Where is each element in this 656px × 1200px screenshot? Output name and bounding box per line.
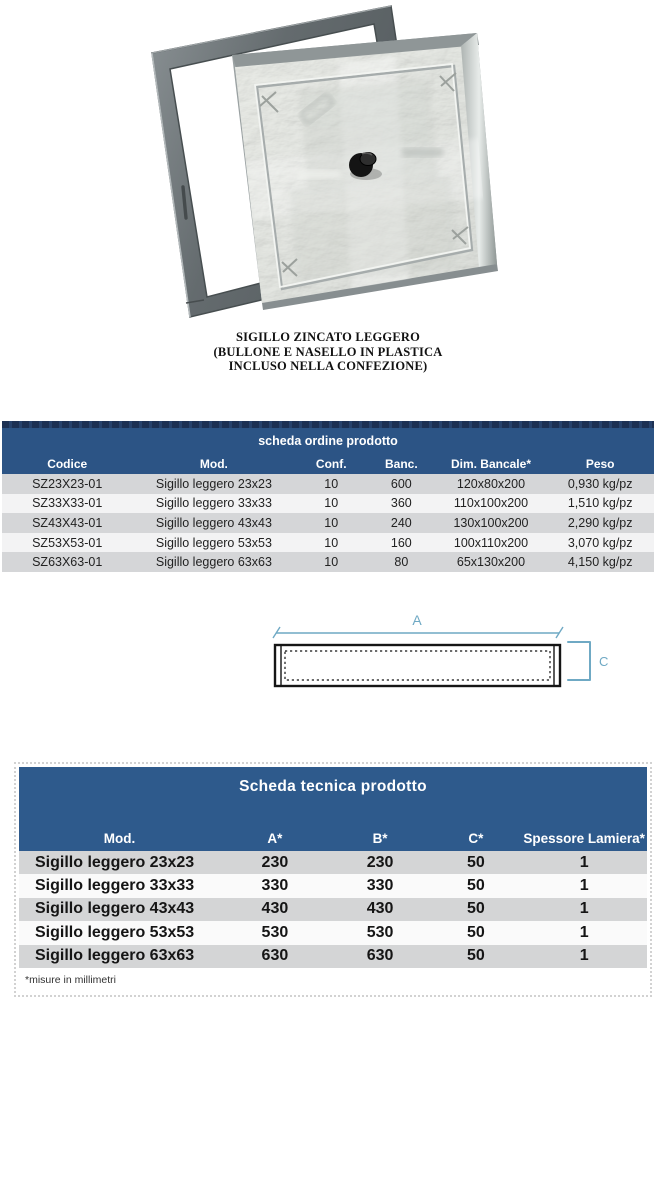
table-cell: 230: [261, 853, 289, 871]
galvanized-cover: [232, 33, 498, 310]
table-cell: 600: [390, 476, 412, 491]
table-cell: 430: [261, 900, 289, 918]
table-row: [2, 513, 654, 533]
table-cell: SZ33X33-01: [32, 496, 103, 511]
tech-table-title: Scheda tecnica prodotto: [239, 778, 427, 795]
table-row: [19, 898, 647, 921]
tech-table-header-row: [19, 807, 647, 851]
table-cell: 50: [466, 853, 485, 871]
table-cell: 0,930 kg/pz: [567, 476, 633, 491]
dimension-label-a: A: [412, 612, 422, 628]
table-cell: 1: [579, 853, 589, 871]
table-cell: Sigillo leggero 43x43: [155, 515, 272, 530]
table-cell: 130x100x200: [453, 515, 529, 530]
table-cell: SZ53X53-01: [32, 535, 103, 550]
column-header: Spessore Lamiera*: [523, 831, 645, 846]
table-cell: 50: [466, 923, 485, 941]
table-cell: 330: [366, 877, 394, 895]
dimension-diagram: [0, 595, 656, 715]
table-cell: 50: [466, 877, 485, 895]
table-cell: 530: [366, 923, 394, 941]
table-row: [2, 474, 654, 494]
dimension-bracket-c: [568, 642, 608, 680]
table-cell: Sigillo leggero 33x33: [35, 877, 195, 895]
table-cell: SZ23X23-01: [32, 476, 103, 491]
table-cell: Sigillo leggero 63x63: [155, 555, 272, 570]
table-cell: Sigillo leggero 53x53: [35, 923, 195, 941]
table-cell: 360: [390, 496, 412, 511]
profile-rectangle: [275, 645, 560, 686]
table-cell: 1: [579, 923, 589, 941]
table-cell: 65x130x200: [456, 555, 526, 570]
table-cell: 10: [324, 535, 339, 550]
table-row: [2, 552, 654, 572]
table-cell: 160: [390, 535, 412, 550]
table-cell: Sigillo leggero 43x43: [35, 900, 195, 918]
tech-table-body: [19, 851, 647, 968]
table-cell: Sigillo leggero 23x23: [155, 476, 272, 491]
table-row: [2, 533, 654, 553]
table-row: [19, 921, 647, 944]
dimension-label-c: C: [599, 654, 609, 669]
table-cell: Sigillo leggero 23x23: [35, 853, 195, 871]
table-cell: SZ43X43-01: [32, 515, 103, 530]
table-cell: 3,070 kg/pz: [567, 535, 633, 550]
order-table-top-strip: [2, 421, 654, 428]
column-header: Mod.: [103, 831, 136, 846]
table-cell: 10: [324, 515, 339, 530]
column-header: Peso: [585, 456, 615, 471]
caption-line1: SIGILLO ZINCATO LEGGERO: [235, 330, 421, 344]
column-header: Conf.: [315, 456, 347, 471]
table-cell: 1: [579, 877, 589, 895]
table-row: [19, 851, 647, 874]
tech-table-footnote: *misure in millimetri: [19, 968, 647, 992]
caption-line2: (BULLONE E NASELLO IN PLASTICA: [213, 344, 443, 359]
table-cell: 240: [390, 515, 412, 530]
table-cell: 630: [366, 947, 394, 965]
table-cell: 230: [366, 853, 394, 871]
table-cell: 120x80x200: [456, 476, 526, 491]
table-cell: 1: [579, 900, 589, 918]
column-header: A*: [267, 831, 283, 846]
table-cell: 10: [324, 555, 339, 570]
column-header: Dim. Bancale*: [450, 456, 531, 471]
table-cell: 430: [366, 900, 394, 918]
table-cell: 100x110x200: [453, 535, 529, 550]
table-row: [19, 874, 647, 897]
table-cell: 4,150 kg/pz: [567, 555, 633, 570]
column-header: C*: [468, 831, 484, 846]
order-table: [2, 421, 654, 572]
column-header: Mod.: [199, 456, 228, 471]
table-cell: Sigillo leggero 63x63: [35, 947, 195, 965]
table-cell: 50: [466, 900, 485, 918]
tech-table-header: [19, 767, 647, 851]
table-cell: Sigillo leggero 33x33: [155, 496, 272, 511]
table-cell: 530: [261, 923, 289, 941]
order-table-body: [2, 474, 654, 572]
table-cell: 330: [261, 877, 289, 895]
table-cell: Sigillo leggero 53x53: [155, 535, 272, 550]
column-header: Codice: [47, 456, 88, 471]
caption-line3: INCLUSO NELLA CONFEZIONE): [228, 359, 428, 373]
table-cell: 80: [394, 555, 409, 570]
table-row: [2, 494, 654, 514]
table-cell: 50: [466, 947, 485, 965]
order-table-title: scheda ordine prodotto: [2, 428, 654, 453]
table-cell: 1: [579, 947, 589, 965]
table-cell: 2,290 kg/pz: [567, 515, 633, 530]
table-cell: 10: [324, 496, 339, 511]
table-cell: 10: [324, 476, 339, 491]
product-photo: [0, 0, 656, 330]
table-cell: 630: [261, 947, 289, 965]
order-table-header-row: [2, 453, 654, 474]
column-header: B*: [372, 831, 388, 846]
table-cell: 110x100x200: [453, 496, 529, 511]
column-header: Banc.: [384, 456, 418, 471]
table-cell: SZ63X63-01: [32, 555, 103, 570]
product-caption: [0, 330, 656, 374]
table-cell: 1,510 kg/pz: [567, 496, 633, 511]
tech-table: [14, 762, 652, 997]
table-row: [19, 945, 647, 968]
